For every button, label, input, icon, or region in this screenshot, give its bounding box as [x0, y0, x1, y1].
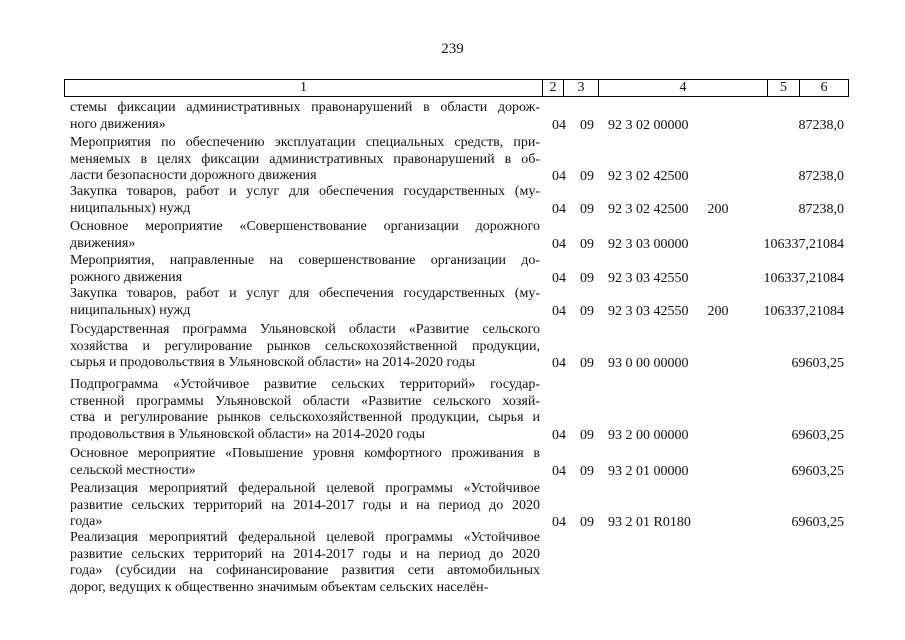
- row-description: [70, 446, 540, 479]
- cell-col-6: 87238,0: [798, 169, 844, 184]
- cell-col-2: 04: [552, 169, 566, 184]
- table-header: [64, 79, 849, 97]
- header-col-1: 1: [64, 80, 542, 96]
- description-line: ниципальных) нужд: [70, 302, 191, 318]
- description-line: дорог, ведущих к общественно значимым объектам сельских населён-: [70, 579, 489, 595]
- cell-col-3: 09: [580, 201, 594, 217]
- row-description: [70, 481, 540, 531]
- cell-col-3: 09: [580, 463, 594, 479]
- description-line: ласти безопасности дорожного движения: [70, 168, 317, 183]
- description-line: Основное мероприятие «Повышение уровня комфортного проживания в: [70, 446, 540, 461]
- description-line: ства и регулирование рынков сельскохозяйственной продукции, сырья и: [70, 410, 540, 425]
- description-line: движения»: [70, 235, 136, 251]
- description-line: Мероприятия, направленные на совершенствование организации до-: [70, 253, 540, 268]
- cell-col-2: 04: [552, 515, 566, 530]
- cell-col-4: 93 2 00 00000: [608, 427, 689, 443]
- cell-col-2: 04: [552, 117, 566, 133]
- row-description: [70, 377, 540, 443]
- description-line: Подпрограмма «Устойчивое развитие сельских территорий» государ-: [70, 377, 540, 392]
- row-description: [70, 530, 540, 596]
- cell-col-3: 09: [580, 236, 594, 252]
- row-description: [70, 219, 540, 252]
- cell-col-6: 106337,21084: [763, 270, 844, 286]
- description-line: хозяйства и регулирование рынков сельскохозяйственной продукции,: [70, 338, 540, 354]
- cell-col-3: 09: [580, 515, 594, 530]
- cell-col-5: 200: [707, 303, 729, 319]
- cell-col-4: 93 0 00 00000: [608, 356, 689, 371]
- cell-col-3: 09: [580, 356, 594, 371]
- cell-col-3: 09: [580, 427, 594, 443]
- description-line: развитие сельских территорий на 2014-2017 годы и на период до 2020: [70, 497, 540, 513]
- cell-col-3: 09: [580, 303, 594, 319]
- cell-col-2: 04: [552, 236, 566, 252]
- row-description: [70, 253, 540, 286]
- cell-col-3: 09: [580, 117, 594, 133]
- description-line: Основное мероприятие «Совершенствование организации дорожного: [70, 219, 540, 234]
- description-line: года»: [70, 514, 103, 529]
- cell-col-2: 04: [552, 427, 566, 443]
- cell-col-3: 09: [580, 270, 594, 286]
- cell-col-2: 04: [552, 201, 566, 217]
- description-line: стемы фиксации административных правонарушений в области дорож-: [70, 100, 540, 115]
- cell-col-4: 92 3 02 42500: [608, 201, 689, 217]
- row-description: [70, 100, 540, 133]
- row-description: [70, 135, 540, 185]
- cell-col-6: 69603,25: [791, 356, 844, 371]
- description-line: развитие сельских территорий на 2014-2017 годы и на период до 2020: [70, 546, 540, 562]
- description-line: ниципальных) нужд: [70, 200, 191, 216]
- header-col-4: 4: [598, 80, 767, 96]
- cell-col-6: 87238,0: [798, 201, 844, 217]
- cell-col-2: 04: [552, 463, 566, 479]
- cell-col-3: 09: [580, 169, 594, 184]
- cell-col-4: 92 3 02 42500: [608, 169, 689, 184]
- description-line: сырья и продовольствия в Ульяновской области» на 2014-2020 годы: [70, 355, 475, 370]
- row-description: [70, 286, 540, 319]
- description-line: Мероприятия по обеспечению эксплуатации специальных средств, при-: [70, 135, 540, 150]
- header-col-5: 5: [767, 80, 799, 96]
- description-line: года» (субсидии на софинансирование развития сети автомобильных: [70, 563, 540, 578]
- cell-col-6: 106337,21084: [763, 303, 844, 319]
- cell-col-2: 04: [552, 303, 566, 319]
- cell-col-2: 04: [552, 270, 566, 286]
- description-line: ного движения»: [70, 116, 166, 132]
- description-line: Государственная программа Ульяновской области «Развитие сельского: [70, 322, 540, 337]
- cell-col-2: 04: [552, 356, 566, 371]
- cell-col-6: 69603,25: [791, 463, 844, 479]
- cell-col-6: 87238,0: [798, 117, 844, 133]
- description-line: Закупка товаров, работ и услуг для обеспечения государственных (му-: [70, 286, 540, 301]
- cell-col-4: 92 3 03 42550: [608, 303, 689, 319]
- description-line: рожного движения: [70, 269, 183, 285]
- cell-col-6: 106337,21084: [763, 236, 844, 252]
- cell-col-4: 92 3 02 00000: [608, 117, 689, 133]
- cell-col-5: 200: [707, 201, 729, 217]
- cell-col-6: 69603,25: [791, 427, 844, 443]
- header-col-6: 6: [799, 80, 849, 96]
- description-line: Реализация мероприятий федеральной целевой программы «Устойчивое: [70, 530, 540, 545]
- page-number: 239: [441, 41, 464, 57]
- row-description: [70, 184, 540, 217]
- cell-col-4: 93 2 01 00000: [608, 463, 689, 479]
- header-col-3: 3: [563, 80, 598, 96]
- description-line: Закупка товаров, работ и услуг для обеспечения государственных (му-: [70, 184, 540, 199]
- header-col-2: 2: [542, 80, 563, 96]
- cell-col-4: 93 2 01 R0180: [608, 515, 691, 530]
- cell-col-4: 92 3 03 42550: [608, 270, 689, 286]
- description-line: Реализация мероприятий федеральной целевой программы «Устойчивое: [70, 481, 540, 496]
- description-line: сельской местности»: [70, 462, 196, 478]
- description-line: продовольствия в Ульяновской области» на 2014-2020 годы: [70, 426, 426, 442]
- cell-col-6: 69603,25: [791, 515, 844, 530]
- description-line: ственной программы Ульяновской области «Развитие сельского хозяй-: [70, 393, 540, 409]
- description-line: меняемых в целях фиксации административных правонарушений в об-: [70, 151, 540, 167]
- cell-col-4: 92 3 03 00000: [608, 236, 689, 252]
- row-description: [70, 322, 540, 372]
